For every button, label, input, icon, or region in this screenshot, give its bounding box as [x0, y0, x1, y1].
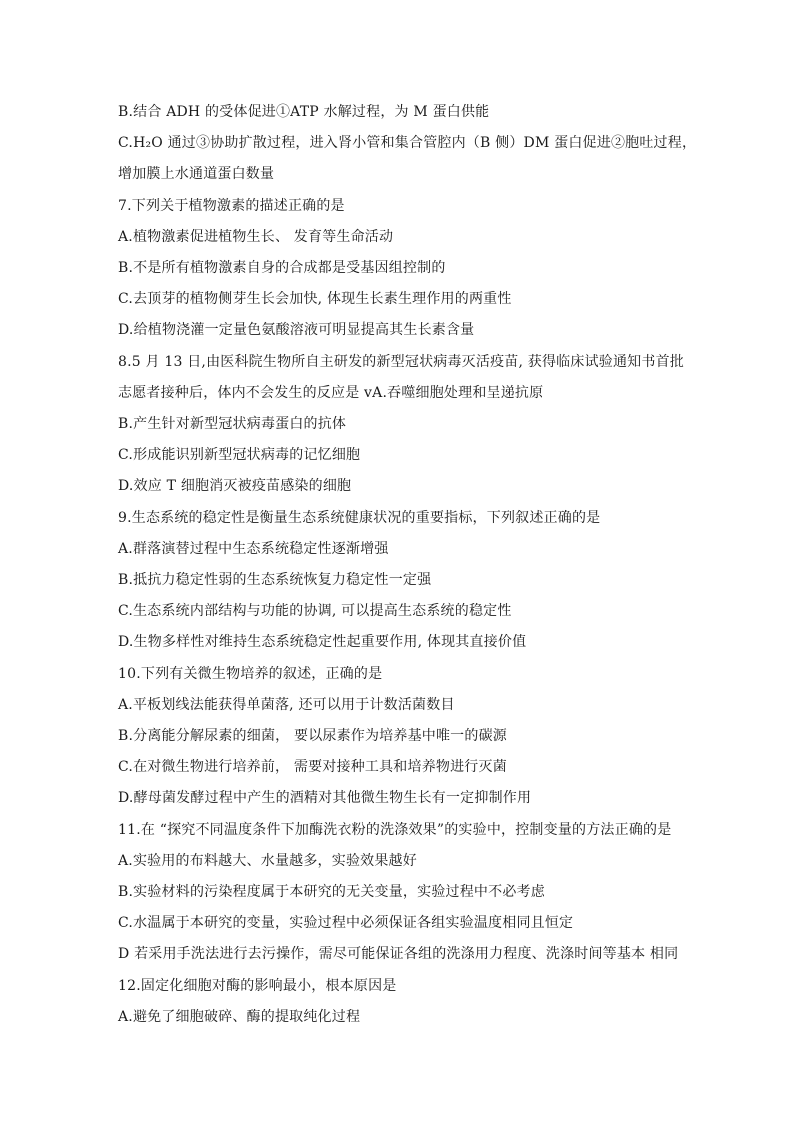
question-7-option-b: B.不是所有植物激素自身的合成都是受基因组控制的 [118, 260, 446, 276]
question-8-option-b: B.产生针对新型冠状病毒蛋白的抗体 [118, 416, 347, 432]
question-11-stem: 11.在 “探究不同温度条件下加酶洗衣粉的洗涤效果”的实验中，控制变量的方法正确的是 [118, 822, 672, 838]
question-7-stem: 7.下列关于植物激素的描述正确的是 [118, 198, 345, 214]
question-10-option-b: B.分离能分解尿素的细菌， 要以尿素作为培养基中唯一的碳源 [118, 728, 507, 744]
question-10-option-a: A.平板划线法能获得单菌落, 还可以用于计数活菌数目 [118, 697, 455, 713]
question-9-option-b: B.抵抗力稳定性弱的生态系统恢复力稳定性一定强 [118, 572, 432, 588]
question-9-stem: 9.生态系统的稳定性是衡量生态系统健康状况的重要指标，下列叙述正确的是 [118, 510, 601, 526]
question-11-option-a: A.实验用的布料越大、水量越多，实验效果越好 [118, 853, 417, 869]
question-7-option-c: C.去顶芽的植物侧芽生长会加快, 体现生长素生理作用的两重性 [118, 291, 512, 307]
text-line: C.H₂O 通过③协助扩散过程，进入肾小管和集合管腔内（B 侧）DM 蛋白促进②胞吐过程， [118, 135, 697, 151]
question-7-option-d: D.给植物浇灌一定量色氨酸溶液可明显提高其生长素含量 [118, 322, 475, 338]
question-11-option-d: D 若采用手洗法进行去污操作，需尽可能保证各组的洗涤用力程度、洗涤时间等基本 相同 [118, 946, 679, 962]
question-10-option-d: D.酵母菌发酵过程中产生的酒精对其他微生物生长有一定抑制作用 [118, 790, 532, 806]
question-10-option-c: C.在对微生物进行培养前， 需要对接种工具和培养物进行灭菌 [118, 759, 507, 775]
question-9-option-c: C.生态系统内部结构与功能的协调, 可以提高生态系统的稳定性 [118, 603, 512, 619]
question-9-option-d: D.生物多样性对维持生态系统稳定性起重要作用, 体现其直接价值 [118, 634, 527, 650]
text-line: 增加膜上水通道蛋白数量 [118, 166, 275, 182]
text-line: B.结合 ADH 的受体促进①ATP 水解过程，为 M 蛋白供能 [118, 104, 490, 120]
question-8-stem-cont: 志愿者接种后，体内不会发生的反应是 vA.吞噬细胞处理和呈递抗原 [118, 385, 544, 401]
question-11-option-b: B.实验材料的污染程度属于本研究的无关变量，实验过程中不必考虑 [118, 884, 545, 900]
question-9-option-a: A.群落演替过程中生态系统稳定性逐渐增强 [118, 541, 389, 557]
question-8-stem: 8.5 月 13 日,由医科院生物所自主研发的新型冠状病毒灭活疫苗, 获得临床试验通知书首批 [118, 354, 684, 370]
question-7-option-a: A.植物激素促进植物生长、 发育等生命活动 [118, 229, 394, 245]
question-12-stem: 12.固定化细胞对酶的影响最小，根本原因是 [118, 978, 397, 994]
question-11-option-c: C.水温属于本研究的变量，实验过程中必须保证各组实验温度相同且恒定 [118, 915, 574, 931]
question-8-option-d: D.效应 T 细胞消灭被疫苗感染的细胞 [118, 478, 352, 494]
question-12-option-a: A.避免了细胞破碎、酶的提取纯化过程 [118, 1009, 361, 1025]
question-8-option-c: C.形成能识别新型冠状病毒的记忆细胞 [118, 447, 361, 463]
question-10-stem: 10.下列有关微生物培养的叙述，正确的是 [118, 666, 383, 682]
